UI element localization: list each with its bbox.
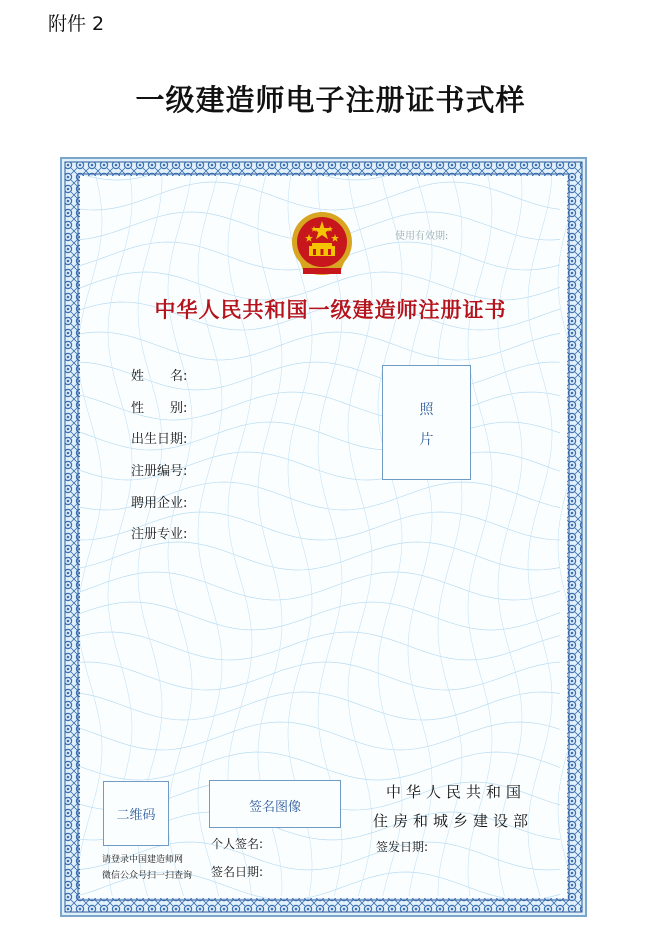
photo-char-2: 片 [419, 432, 434, 448]
field-birth-date: 出生日期: [131, 432, 188, 447]
qr-code-placeholder [103, 781, 169, 846]
certificate-title: 中华人民共和国一级建造师注册证书 [154, 298, 507, 322]
field-specialty: 注册专业: [131, 527, 188, 542]
field-gender: 性 别: [131, 401, 188, 416]
issuer-line2: 住房和城乡建设部 [373, 812, 534, 830]
field-registration-number: 注册编号: [131, 464, 188, 479]
issuer-line1: 中华人民共和国 [386, 783, 527, 801]
qr-note-line1: 请登录中国建造师网 [102, 855, 184, 865]
document-title: 一级建造师电子注册证书式样 [135, 83, 526, 117]
signature-image-placeholder [209, 780, 341, 828]
signature-date-label: 签名日期: [211, 865, 264, 879]
qr-code-label: 二维码 [116, 808, 156, 823]
personal-signature-label: 个人签名: [211, 837, 264, 851]
field-employer: 聘用企业: [131, 496, 188, 511]
photo-placeholder [382, 365, 471, 480]
field-name: 姓 名: [131, 369, 188, 384]
issue-date-label: 签发日期: [376, 840, 429, 854]
photo-char-1: 照 [419, 402, 434, 418]
qr-note-line2: 微信公众号扫一扫查询 [102, 871, 193, 881]
attachment-label: 附件 2 [48, 13, 105, 35]
signature-image-label: 签名图像 [248, 800, 301, 815]
national-emblem-icon [289, 210, 355, 278]
validity-label: 使用有效期: [395, 231, 449, 242]
